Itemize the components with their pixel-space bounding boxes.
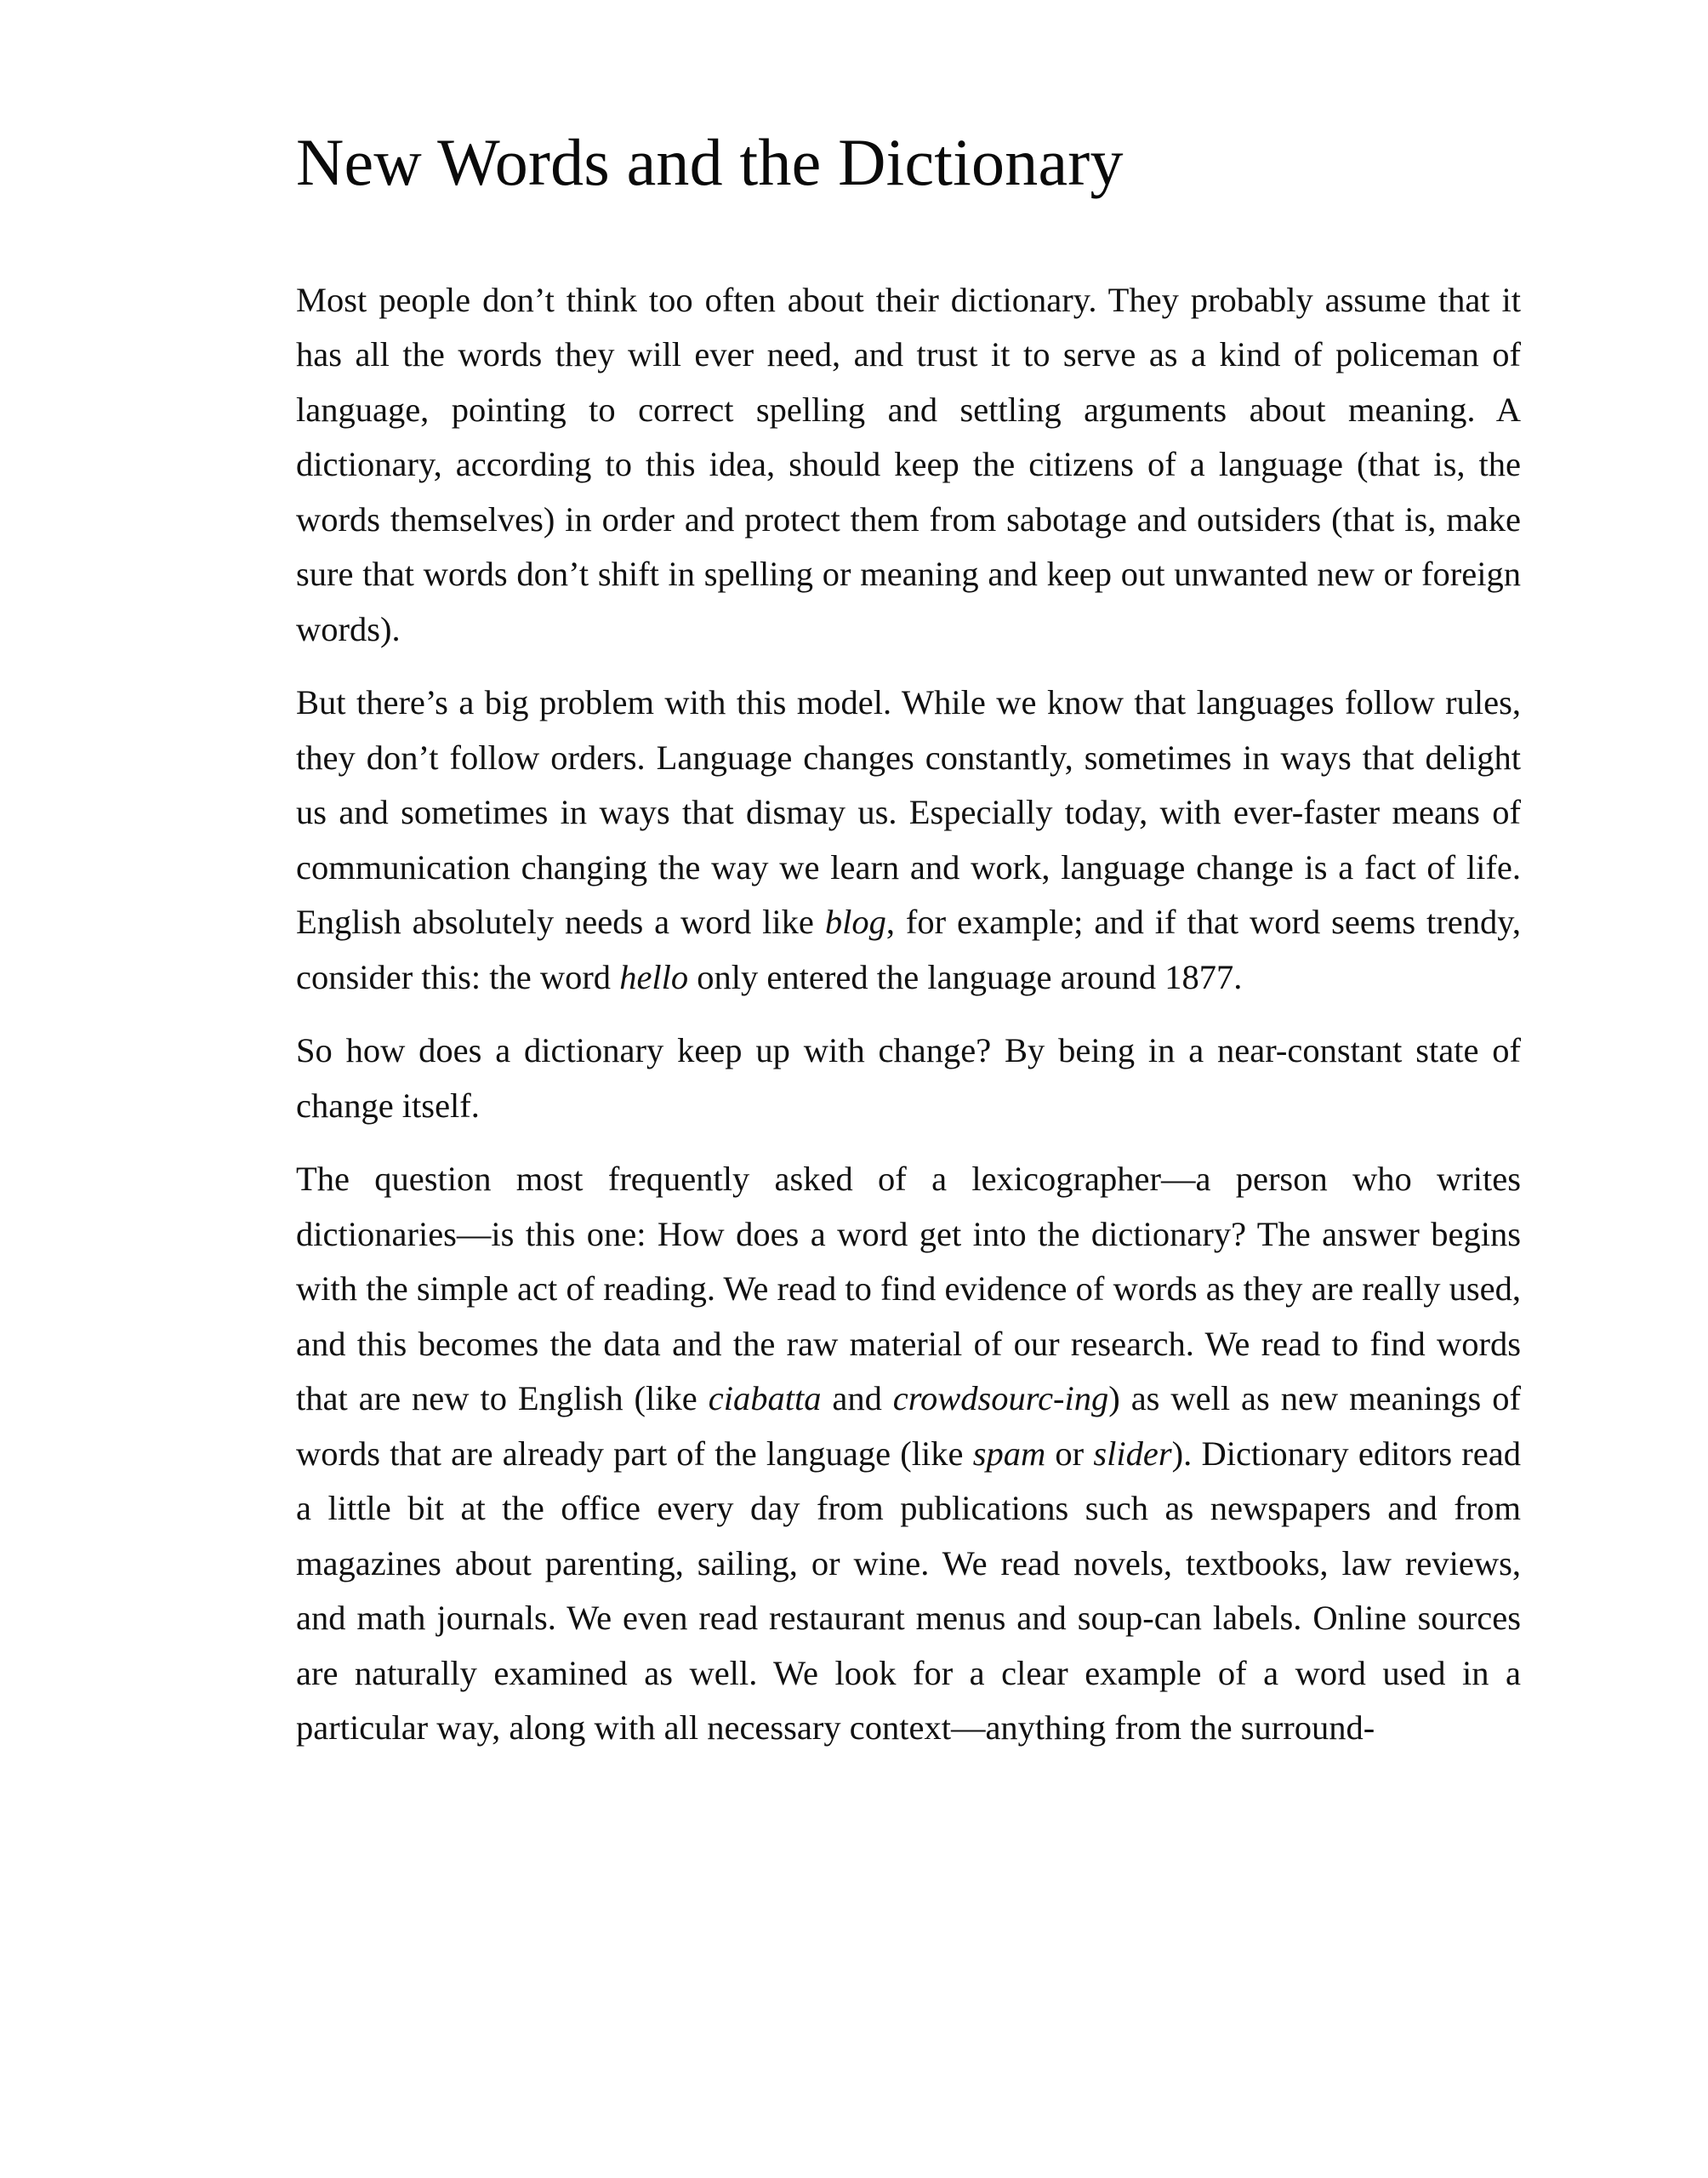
page-text-column <box>296 125 1521 1756</box>
paragraph <box>296 273 1521 658</box>
paragraph <box>296 1023 1521 1133</box>
italic-term: hello <box>619 957 689 996</box>
text-run: , for example; and if that word seems trendy, consider this: the word <box>296 903 1521 996</box>
text-run: The question most frequently asked of a lexicographer—a person who writes dictionaries—is this one: How does a word get into the dictionary? The answer begins with the simple act of reading. We read to find evidence of words as they are really used, and this becomes the data and the raw material of our research. We read to find words that are new to English (like <box>296 1160 1521 1418</box>
text-run: or <box>1045 1434 1094 1473</box>
paragraph <box>296 1152 1521 1756</box>
text-run: ) as well as new meanings of words that are already part of the language (like <box>296 1379 1521 1473</box>
text-run: But there’s a big problem with this model. While we know that languages follow rules, they don’t follow orders. Language changes constantly, sometimes in ways that delight us and sometimes in ways that dismay us. Especially today, with ever-faster means of communication changing the way we learn and work, language change is a fact of life. English absolutely needs a word like <box>296 683 1521 942</box>
text-run: and <box>821 1379 893 1418</box>
italic-term: blog <box>824 903 886 942</box>
page-title: New Words and the Dictionary <box>296 125 1124 199</box>
text-run: So how does a dictionary keep up with change? By being in a near-constant state of change itself. <box>296 1031 1521 1125</box>
paragraph <box>296 676 1521 1005</box>
text-run: only entered the language around 1877. <box>688 957 1243 996</box>
text-run: ). Dictionary editors read a little bit at the office every day from publications such as newspapers and from magazines about parenting, sailing, or wine. We read novels, textbooks, law reviews, and math journals. We even read restaurant menus and soup-can labels. Online sources are naturally examined as well. We look for a clear example of a word used in a particular way, along with all necessary context—anything from the surround- <box>296 1434 1521 1748</box>
italic-term: crowdsourc-ing <box>892 1379 1109 1418</box>
italic-term: slider <box>1093 1434 1172 1473</box>
text-run: Most people don’t think too often about their dictionary. They probably assume that it has all the words they will ever need, and trust it to serve as a kind of policeman of language, pointing to correct spelling and settling arguments about meaning. A dictionary, according to this idea, should keep the citizens of a language (that is, the words themselves) in order and protect them from sabotage and outsiders (that is, make sure that words don’t shift in spelling or meaning and keep out unwanted new or foreign words). <box>296 280 1521 648</box>
italic-term: ciabatta <box>708 1379 822 1418</box>
italic-term: spam <box>972 1434 1046 1473</box>
